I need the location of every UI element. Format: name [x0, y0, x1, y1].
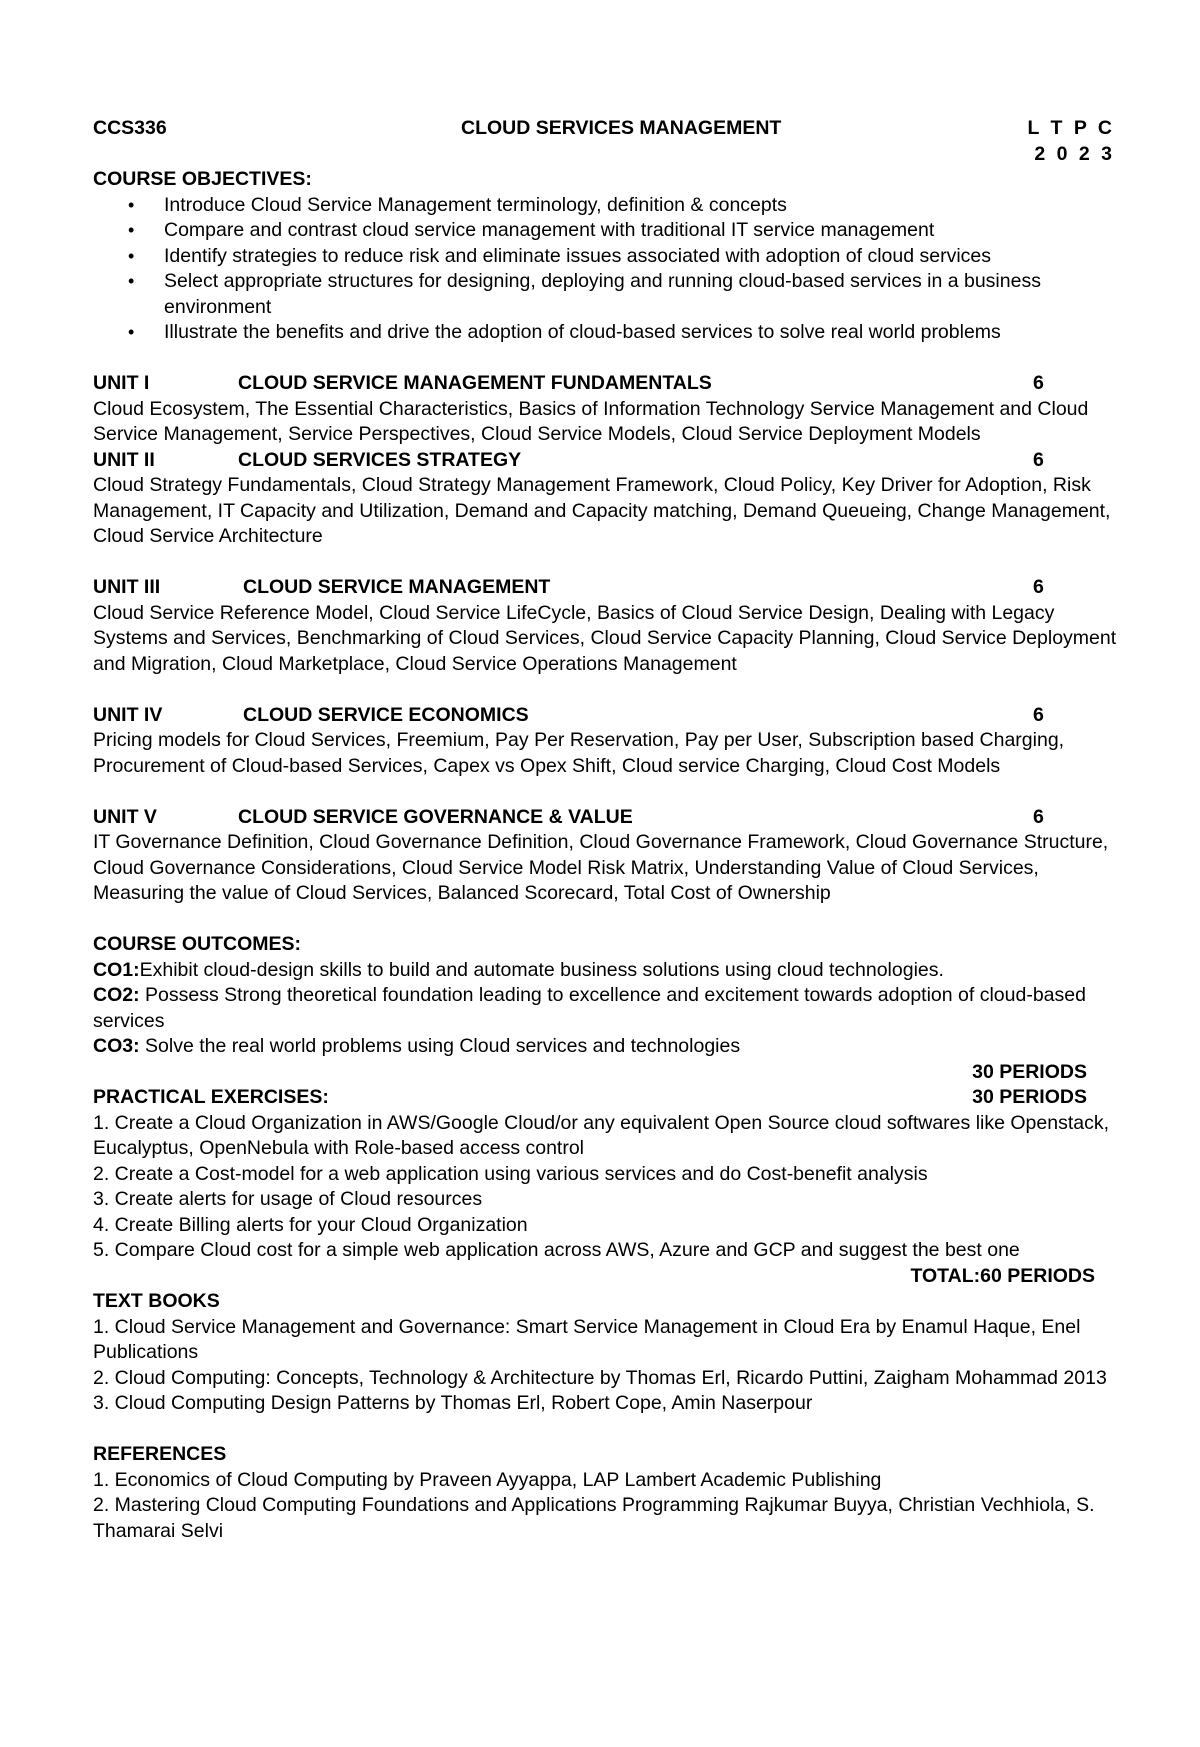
- ltpc-label: L T P C: [1027, 117, 1115, 139]
- unit-hours: 6: [1033, 448, 1044, 471]
- unit-name: UNIT V: [93, 805, 157, 828]
- references-heading: REFERENCES: [93, 1443, 227, 1465]
- unit-title: CLOUD SERVICE MANAGEMENT: [243, 576, 551, 598]
- practical-item: 2. Create a Cost-model for a web application using various services and do Cost-benefit analysis: [93, 1162, 928, 1185]
- unit-1-heading: [93, 371, 1133, 397]
- list-item: • Select appropriate structures for designing, deploying and running cloud-based services in a business environment: [164, 269, 1133, 320]
- outcome-text: Exhibit cloud-design skills to build and automate business solutions using cloud technologies.: [139, 958, 944, 981]
- unit-name: UNIT IV: [93, 703, 163, 726]
- list-item: • Compare and contrast cloud service management with traditional IT service management: [164, 218, 1133, 244]
- course-code: CCS336: [93, 117, 167, 139]
- syllabus-page: [93, 116, 1133, 1544]
- outcome-code: CO2:: [93, 984, 140, 1006]
- outcome-item: [93, 1034, 1133, 1060]
- unit-1-content: Cloud Ecosystem, The Essential Characteristics, Basics of Information Technology Service Management and Cloud Service Management, Service Perspectives, Cloud Service Models, Cloud Service Deployment Models: [93, 397, 1089, 445]
- objectives-list: [93, 193, 1133, 346]
- unit-2-heading: [93, 448, 1133, 474]
- outcomes-heading: COURSE OUTCOMES:: [93, 933, 302, 955]
- theory-periods: 30 PERIODS: [972, 1060, 1087, 1083]
- ltpc-block: [1028, 116, 1115, 167]
- unit-name: UNIT II: [93, 448, 155, 471]
- outcome-text: Solve the real world problems using Cloud services and technologies: [139, 1035, 741, 1057]
- list-item: • Illustrate the benefits and drive the adoption of cloud-based services to solve real world problems: [164, 320, 1133, 346]
- course-title: CLOUD SERVICES MANAGEMENT: [461, 117, 782, 139]
- unit-3-content: Cloud Service Reference Model, Cloud Service LifeCycle, Basics of Cloud Service Design, Dealing with Legacy Systems and Services, Benchmarking of Cloud Services, Cloud Service Capacity Planning, Cloud Service Deployment and Migration, Cloud Marketplace, Cloud Service Operations Management: [93, 601, 1117, 675]
- unit-3-heading: [93, 575, 1133, 601]
- textbook-item: 1. Cloud Service Management and Governance: Smart Service Management in Cloud Era by Enamul Haque, Enel Publications: [93, 1315, 1081, 1363]
- unit-5-heading: [93, 805, 1133, 831]
- list-item: • Introduce Cloud Service Management terminology, definition & concepts: [164, 193, 1133, 219]
- unit-title: CLOUD SERVICE ECONOMICS: [243, 703, 529, 726]
- unit-title: CLOUD SERVICES STRATEGY: [238, 448, 522, 471]
- reference-item: 1. Economics of Cloud Computing by Praveen Ayyappa, LAP Lambert Academic Publishing: [93, 1468, 882, 1491]
- outcome-text: Possess Strong theoretical foundation leading to excellence and excitement towards adoption of cloud-based services: [93, 984, 1086, 1032]
- unit-name: UNIT III: [93, 576, 161, 598]
- unit-hours: 6: [1033, 703, 1044, 726]
- unit-hours: 6: [1033, 576, 1044, 598]
- unit-title: CLOUD SERVICE GOVERNANCE & VALUE: [238, 805, 633, 828]
- practical-item: 1. Create a Cloud Organization in AWS/Google Cloud/or any equivalent Open Source cloud softwares like Openstack, Eucalyptus, OpenNebula with Role-based access control: [93, 1111, 1109, 1159]
- practical-item: 5. Compare Cloud cost for a simple web application across AWS, Azure and GCP and suggest the best one: [93, 1239, 1020, 1261]
- unit-5-content: IT Governance Definition, Cloud Governance Definition, Cloud Governance Framework, Cloud Governance Structure, Cloud Governance Considerations, Cloud Service Model Risk Matrix, Understanding Value of Cloud Services, Measuring the value of Cloud Services, Balanced Scorecard, Total Cost of Ownership: [93, 831, 1109, 904]
- practical-heading-row: [93, 1085, 1133, 1111]
- objectives-heading: COURSE OBJECTIVES:: [93, 168, 312, 190]
- outcome-item: [93, 983, 1133, 1034]
- outcome-code: CO3:: [93, 1035, 140, 1057]
- list-item: • Identify strategies to reduce risk and eliminate issues associated with adoption of cloud services: [164, 244, 1133, 270]
- reference-item: 2. Mastering Cloud Computing Foundations and Applications Programming Rajkumar Buyya, Christian Vechhiola, S. Thamarai Selvi: [93, 1494, 1095, 1542]
- total-periods: TOTAL:60 PERIODS: [910, 1264, 1095, 1287]
- ltpc-values: 2 0 2 3: [1034, 142, 1115, 165]
- unit-4-content: Pricing models for Cloud Services, Freemium, Pay Per Reservation, Pay per User, Subscription based Charging, Procurement of Cloud-based Services, Capex vs Opex Shift, Cloud service Charging, Cloud Cost Models: [93, 729, 1065, 777]
- practical-item: 3. Create alerts for usage of Cloud resources: [93, 1188, 483, 1210]
- outcome-code: CO1:: [93, 958, 140, 981]
- unit-hours: 6: [1033, 805, 1044, 828]
- outcome-item: [93, 958, 1133, 984]
- practical-heading: PRACTICAL EXERCISES:: [93, 1086, 329, 1108]
- practical-item: 4. Create Billing alerts for your Cloud Organization: [93, 1213, 528, 1236]
- textbook-item: 2. Cloud Computing: Concepts, Technology & Architecture by Thomas Erl, Ricardo Puttini, Zaigham Mohammad 2013: [93, 1366, 1107, 1389]
- course-header: [93, 116, 1133, 167]
- textbooks-heading: TEXT BOOKS: [93, 1290, 220, 1312]
- unit-hours: 6: [1033, 372, 1044, 394]
- unit-4-heading: [93, 703, 1133, 729]
- unit-name: UNIT I: [93, 372, 150, 394]
- practical-periods: 30 PERIODS: [972, 1086, 1087, 1108]
- unit-title: CLOUD SERVICE MANAGEMENT FUNDAMENTALS: [238, 372, 712, 394]
- unit-2-content: Cloud Strategy Fundamentals, Cloud Strategy Management Framework, Cloud Policy, Key Driver for Adoption, Risk Management, IT Capacity and Utilization, Demand and Capacity matching, Demand Queueing, Change Management, Cloud Service Architecture: [93, 474, 1111, 547]
- textbook-item: 3. Cloud Computing Design Patterns by Thomas Erl, Robert Cope, Amin Naserpour: [93, 1392, 813, 1414]
